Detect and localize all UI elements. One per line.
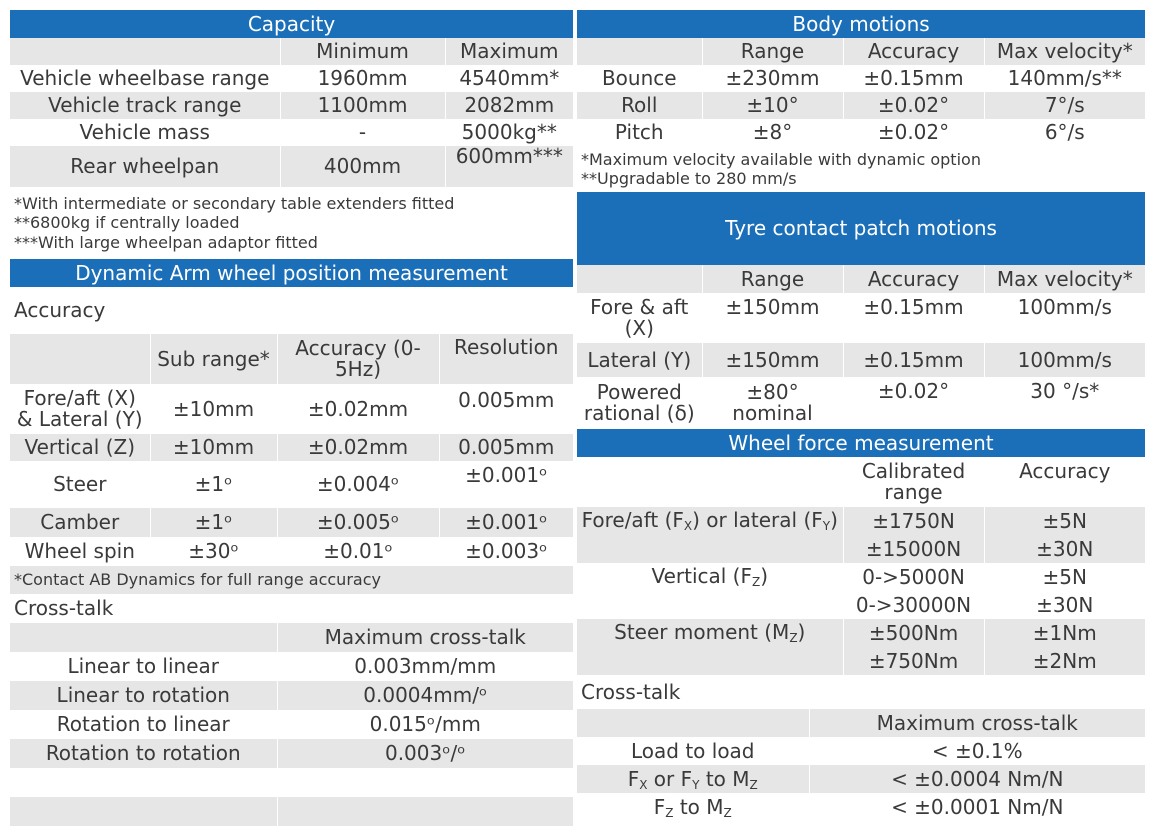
cell: 5000kg**	[445, 119, 573, 146]
row-label: Steer	[10, 461, 150, 508]
row-label: Rotation to rotation	[10, 739, 277, 768]
header-cell: Minimum	[280, 38, 445, 65]
header-cell	[10, 334, 150, 384]
cell: ±0.15mm	[843, 65, 984, 92]
cell: ±1Nm	[984, 619, 1145, 647]
empty-cell	[277, 797, 573, 826]
cell: ±0.15mm	[843, 293, 984, 343]
cell: ±0.004ᵒ	[277, 461, 439, 508]
wheel-force-table	[577, 429, 1145, 709]
cell: < ±0.1%	[809, 737, 1145, 765]
body-motions-table	[577, 10, 1145, 192]
cell: 0.005mm	[439, 384, 573, 434]
cell: 0.0004mm/ᵒ	[277, 681, 573, 710]
right-crosstalk-table	[577, 709, 1145, 821]
row-label: $F_Z$ to $M_Z$	[577, 793, 809, 821]
body-motions-title: Body motions	[577, 10, 1145, 38]
empty-cell	[10, 797, 277, 826]
cell: 30 °/s*	[984, 377, 1145, 429]
note-line: **Upgradable to 280 mm/s	[581, 169, 797, 188]
cell: ±150mm	[702, 343, 843, 377]
row-label: Vehicle wheelbase range	[10, 65, 280, 92]
header-cell: Max velocity*	[984, 265, 1145, 293]
cell: 6°/s	[984, 119, 1145, 146]
row-label: Bounce	[577, 65, 702, 92]
cell: ±0.001ᵒ	[439, 508, 573, 537]
left-crosstalk-table	[10, 623, 573, 826]
cell: ±8°	[702, 119, 843, 146]
tyre-patch-title: Tyre contact patch motions	[577, 192, 1145, 265]
dynamic-arm-title: Dynamic Arm wheel position measurement	[10, 259, 573, 287]
header-cell	[577, 38, 702, 65]
cell: -	[280, 119, 445, 146]
cell: ±5N	[984, 507, 1145, 535]
cell: ±30N	[984, 591, 1145, 619]
row-label: Roll	[577, 92, 702, 119]
wheel-force-title: Wheel force measurement	[577, 429, 1145, 457]
header-cell: Calibrated range	[843, 457, 984, 507]
row-label: Rear wheelpan	[10, 146, 280, 187]
cell: 100mm/s	[984, 343, 1145, 377]
cell: ±750Nm	[843, 647, 984, 675]
cell: ±0.003ᵒ	[439, 537, 573, 566]
cell: ±5N	[984, 563, 1145, 591]
cell: ±0.02mm	[277, 434, 439, 461]
header-cell: Maximum	[445, 38, 573, 65]
cell: ±0.15mm	[843, 343, 984, 377]
cell: ±1ᵒ	[150, 508, 277, 537]
cell: ±10mm	[150, 384, 277, 434]
row-label: Wheel spin	[10, 537, 150, 566]
dynamic-arm-table	[10, 259, 573, 623]
cell: 1960mm	[280, 65, 445, 92]
header-cell: Accuracy	[984, 457, 1145, 507]
capacity-notes	[10, 187, 573, 259]
row-label: Rotation to linear	[10, 710, 277, 739]
cell: ±0.02°	[843, 119, 984, 146]
header-cell: Max velocity*	[984, 38, 1145, 65]
cell: ±10°	[702, 92, 843, 119]
cell: ±2Nm	[984, 647, 1145, 675]
cell: ±500Nm	[843, 619, 984, 647]
wf-crosstalk-label: Cross-talk	[577, 675, 1145, 709]
row-label: Lateral (Y)	[577, 343, 702, 377]
cell: < ±0.0001 Nm/N	[809, 793, 1145, 821]
cell: 0->5000N	[843, 563, 984, 591]
row-label: Linear to linear	[10, 652, 277, 681]
row-label: Camber	[10, 508, 150, 537]
header-cell: Range	[702, 265, 843, 293]
row-label: Linear to rotation	[10, 681, 277, 710]
cell: ±230mm	[702, 65, 843, 92]
header-cell: Accuracy	[843, 38, 984, 65]
cell: ±0.02°	[843, 92, 984, 119]
cell: ±0.01ᵒ	[277, 537, 439, 566]
tyre-patch-table	[577, 192, 1145, 429]
header-cell: Resolution	[439, 334, 573, 384]
cell: 0.015ᵒ/mm	[277, 710, 573, 739]
cell: 7°/s	[984, 92, 1145, 119]
empty-cell	[10, 768, 277, 797]
row-label: Fore/aft (X) & Lateral (Y)	[10, 384, 150, 434]
row-label-steer-moment: Steer moment $(M_Z)$	[577, 619, 843, 675]
capacity-title: Capacity	[10, 10, 573, 38]
note-line: ***With large wheelpan adaptor fitted	[14, 232, 318, 252]
cell: 4540mm*	[445, 65, 573, 92]
cell: ±1750N	[843, 507, 984, 535]
row-label: Fore & aft (X)	[577, 293, 702, 343]
header-cell	[10, 38, 280, 65]
row-label: Vehicle mass	[10, 119, 280, 146]
accuracy-label: Accuracy	[10, 287, 573, 334]
row-label-fore-aft: Fore/aft $(F_X)$ or lateral $(F_Y)$	[577, 507, 843, 563]
cell: 0.005mm	[439, 434, 573, 461]
cell: 2082mm	[445, 92, 573, 119]
cell: 0.003ᵒ/ᵒ	[277, 739, 573, 768]
cell: ±1ᵒ	[150, 461, 277, 508]
note-line: *With intermediate or secondary table extenders fitted	[14, 194, 455, 214]
note-line: **6800kg if centrally loaded	[14, 213, 240, 233]
row-label: Load to load	[577, 737, 809, 765]
cell: < ±0.0004 Nm/N	[809, 765, 1145, 793]
header-cell: Accuracy	[843, 265, 984, 293]
row-label: Pitch	[577, 119, 702, 146]
cell: 140mm/s**	[984, 65, 1145, 92]
header-cell	[577, 265, 702, 293]
crosstalk-label: Cross-talk	[10, 594, 573, 623]
left-panel	[10, 10, 573, 826]
cell: ±15000N	[843, 535, 984, 563]
header-cell: Accuracy (0-5Hz)	[277, 334, 439, 384]
dynamic-arm-note: *Contact AB Dynamics for full range accuracy	[10, 566, 573, 594]
cell: ±0.001ᵒ	[439, 461, 573, 508]
cell: 0->30000N	[843, 591, 984, 619]
cell: 600mm***	[445, 146, 573, 187]
row-label-vertical: Vertical $(F_Z)$	[577, 563, 843, 619]
header-cell	[577, 457, 843, 507]
capacity-table	[10, 10, 573, 259]
cell: ±0.005ᵒ	[277, 508, 439, 537]
cell: 400mm	[280, 146, 445, 187]
header-cell: Sub range*	[150, 334, 277, 384]
header-cell: Maximum cross-talk	[277, 623, 573, 652]
row-label: $F_X$ or $F_Y$ to $M_Z$	[577, 765, 809, 793]
row-label: Vehicle track range	[10, 92, 280, 119]
cell: 100mm/s	[984, 293, 1145, 343]
cell: 1100mm	[280, 92, 445, 119]
cell: 0.003mm/mm	[277, 652, 573, 681]
right-panel	[577, 10, 1145, 821]
header-cell	[577, 709, 809, 737]
cell: ±150mm	[702, 293, 843, 343]
header-cell: Range	[702, 38, 843, 65]
row-label: Vertical (Z)	[10, 434, 150, 461]
cell: ±0.02mm	[277, 384, 439, 434]
header-cell: Maximum cross-talk	[809, 709, 1145, 737]
cell: ±10mm	[150, 434, 277, 461]
header-cell	[10, 623, 277, 652]
cell: ±30N	[984, 535, 1145, 563]
note-line: *Maximum velocity available with dynamic option	[581, 149, 981, 169]
cell: ±30ᵒ	[150, 537, 277, 566]
cell: ±80° nominal	[702, 377, 843, 429]
empty-cell	[277, 768, 573, 797]
cell: ±0.02°	[843, 377, 984, 429]
body-motions-notes	[577, 146, 1145, 192]
row-label: Powered rational (δ)	[577, 377, 702, 429]
